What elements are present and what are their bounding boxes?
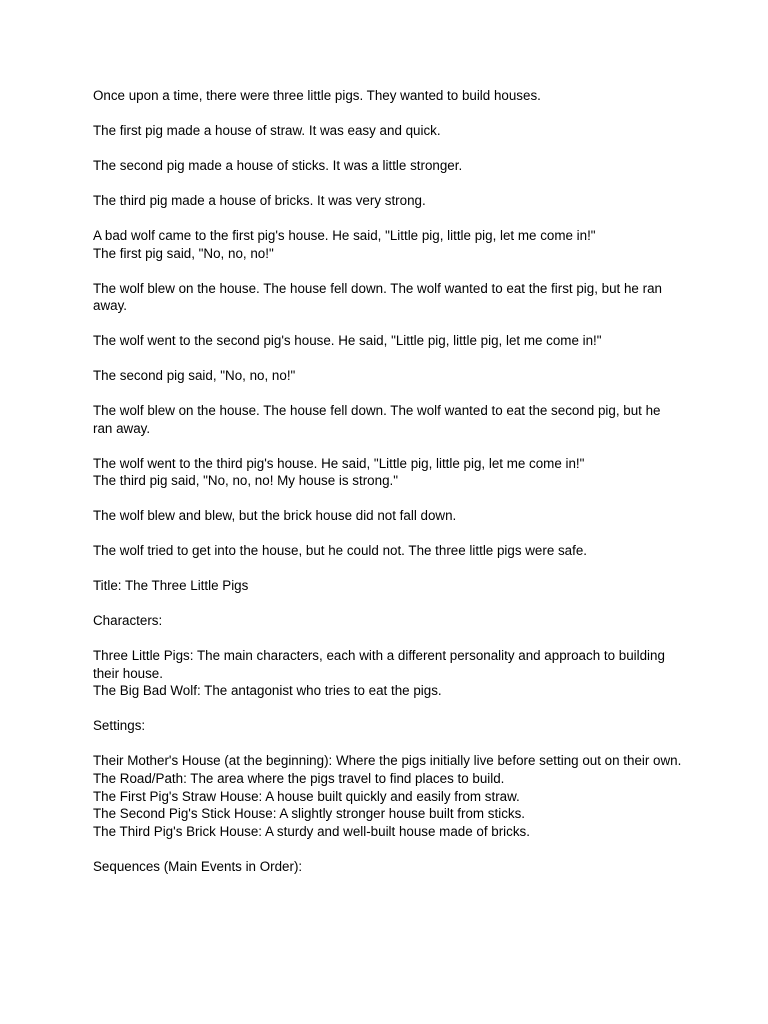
text-line: The Third Pig's Brick House: A sturdy and well-built house made of bricks. [93, 823, 530, 839]
paragraph [93, 280, 683, 315]
paragraph [93, 647, 683, 700]
paragraph [93, 87, 683, 105]
paragraph [93, 455, 683, 490]
text-line: The First Pig's Straw House: A house built quickly and easily from straw. [93, 788, 520, 804]
text-line: The Big Bad Wolf: The antagonist who tries to eat the pigs. [93, 683, 442, 699]
paragraph [93, 192, 683, 210]
text-line: The first pig said, "No, no, no!" [93, 245, 274, 261]
text-line: A bad wolf came to the first pig's house. He said, "Little pig, little pig, let me come in!" [93, 227, 596, 243]
text-line: The second pig said, "No, no, no!" [93, 368, 296, 384]
paragraph [93, 752, 683, 840]
text-line: Characters: [93, 613, 163, 629]
text-line: Sequences (Main Events in Order): [93, 858, 303, 874]
text-line: The wolf went to the second pig's house. He said, "Little pig, little pig, let me come in!" [93, 333, 602, 349]
paragraph [93, 542, 683, 560]
paragraph [93, 507, 683, 525]
text-line: Once upon a time, there were three little pigs. They wanted to build houses. [93, 88, 541, 103]
text-line: The wolf tried to get into the house, but he could not. The three little pigs were safe. [93, 543, 588, 559]
text-line: Their Mother's House (at the beginning): Where the pigs initially live before setting out on their own. [93, 753, 682, 769]
paragraph [93, 717, 683, 735]
paragraph [93, 402, 683, 437]
paragraph [93, 367, 683, 385]
text-line: The Road/Path: The area where the pigs travel to find places to build. [93, 770, 505, 786]
text-line: The wolf blew on the house. The house fell down. The wolf wanted to eat the second pig, but he ran away. [93, 403, 661, 436]
document-page [93, 87, 683, 893]
paragraph [93, 858, 683, 876]
text-line: The wolf went to the third pig's house. He said, "Little pig, little pig, let me come in!" [93, 455, 585, 471]
text-line: The third pig made a house of bricks. It was very strong. [93, 192, 426, 208]
text-line: The wolf blew and blew, but the brick house did not fall down. [93, 508, 457, 524]
paragraph [93, 227, 683, 262]
text-line: Three Little Pigs: The main characters, each with a different personality and approach to building their house. [93, 648, 665, 681]
text-line: The Second Pig's Stick House: A slightly stronger house built from sticks. [93, 806, 525, 822]
paragraph [93, 332, 683, 350]
paragraph [93, 157, 683, 175]
text-line: The second pig made a house of sticks. It was a little stronger. [93, 157, 463, 173]
text-line: The first pig made a house of straw. It was easy and quick. [93, 122, 441, 138]
text-line: The wolf blew on the house. The house fell down. The wolf wanted to eat the first pig, but he ran away. [93, 280, 662, 314]
text-line: Settings: [93, 718, 146, 734]
text-line: Title: The Three Little Pigs [93, 578, 249, 594]
paragraph [93, 612, 683, 630]
text-line: The third pig said, "No, no, no! My house is strong." [93, 473, 398, 489]
paragraph [93, 577, 683, 595]
paragraph [93, 122, 683, 140]
